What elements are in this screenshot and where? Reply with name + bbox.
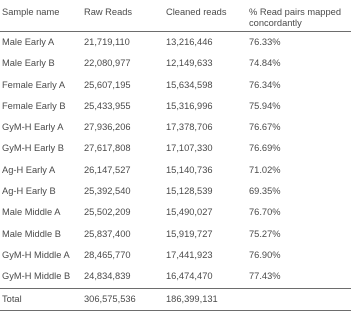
sample-name-cell: GyM-H Middle B: [2, 271, 71, 282]
raw-reads-cell: 21,719,110: [84, 37, 130, 47]
total-cleaned-reads: 186,399,131: [164, 288, 247, 310]
cleaned-reads-cell: 15,128,539: [166, 186, 213, 197]
raw-reads-cell: 25,837,400: [84, 228, 131, 239]
table-row: [0, 96, 351, 117]
percent-mapped-cell: 76.69%: [249, 143, 281, 154]
raw-reads-cell: 22,080,977: [84, 58, 131, 69]
table-row: [0, 117, 351, 138]
percent-mapped-cell: 76.70%: [249, 207, 281, 218]
cleaned-reads-cell: 13,216,446: [166, 37, 213, 47]
table-row: [0, 160, 351, 181]
sample-name-cell: Ag-H Early B: [2, 186, 56, 197]
percent-mapped-cell: 74.84%: [249, 58, 281, 69]
raw-reads-cell: 26,147,527: [84, 164, 131, 175]
percent-mapped-cell: 69.35%: [249, 186, 281, 197]
cleaned-reads-cell: 17,441,923: [166, 249, 213, 260]
header-cleaned-reads: Cleaned reads: [164, 0, 247, 32]
sample-name-cell: Male Middle A: [2, 207, 61, 218]
cleaned-reads-cell: 15,634,598: [166, 79, 213, 90]
raw-reads-cell: 24,834,839: [84, 271, 131, 282]
sample-name-cell: Female Early B: [2, 100, 66, 111]
total-percent-mapped: [247, 288, 351, 310]
table-row: [0, 202, 351, 223]
sample-name-cell: Male Middle B: [2, 228, 61, 239]
raw-reads-cell: 28,465,770: [84, 249, 131, 260]
total-row: [0, 288, 351, 310]
sample-name-cell: GyM-H Early A: [2, 122, 64, 133]
cleaned-reads-cell: 15,919,727: [166, 228, 213, 239]
percent-mapped-cell: 75.27%: [249, 228, 281, 239]
sample-name-cell: Male Early B: [2, 58, 55, 69]
raw-reads-cell: 27,617,808: [84, 143, 131, 154]
raw-reads-cell: 25,502,209: [84, 207, 131, 218]
cleaned-reads-cell: 17,107,330: [166, 143, 213, 154]
sample-name-cell: GyM-H Middle A: [2, 249, 70, 260]
header-row: [0, 0, 351, 32]
cleaned-reads-cell: 17,378,706: [166, 122, 213, 133]
raw-reads-cell: 25,607,195: [84, 79, 131, 90]
table-row: [0, 138, 351, 159]
percent-mapped-cell: 71.02%: [249, 164, 281, 175]
total-label: Total: [0, 288, 82, 310]
percent-mapped-cell: 76.67%: [249, 122, 281, 133]
table-row: [0, 224, 351, 245]
header-sample-name: Sample name: [0, 0, 82, 32]
percent-mapped-cell: 75.94%: [249, 100, 281, 111]
cleaned-reads-cell: 15,316,996: [166, 100, 213, 111]
raw-reads-cell: 27,936,206: [84, 122, 131, 133]
percent-mapped-cell: 77.43%: [249, 271, 281, 282]
cleaned-reads-cell: 15,490,027: [166, 207, 213, 218]
raw-reads-cell: 25,392,540: [84, 186, 131, 197]
sample-name-cell: Ag-H Early A: [2, 164, 56, 175]
cleaned-reads-cell: 12,149,633: [166, 58, 213, 69]
table-row: [0, 245, 351, 266]
table-row: [0, 181, 351, 202]
header-raw-reads: Raw Reads: [82, 0, 164, 32]
sample-name-cell: GyM-H Early B: [2, 143, 64, 154]
table-row: [0, 75, 351, 96]
percent-mapped-cell: 76.90%: [249, 249, 281, 260]
table-row: [0, 266, 351, 288]
cleaned-reads-cell: 15,140,736: [166, 164, 213, 175]
table-row: [0, 32, 351, 54]
total-raw-reads: 306,575,536: [82, 288, 164, 310]
percent-mapped-cell: 76.33%: [249, 37, 281, 47]
cleaned-reads-cell: 16,474,470: [166, 271, 213, 282]
header-percent-mapped: % Read pairs mapped concordantly: [247, 0, 351, 32]
sample-name-cell: Female Early A: [2, 79, 66, 90]
percent-mapped-cell: 76.34%: [249, 79, 281, 90]
raw-reads-cell: 25,433,955: [84, 100, 131, 111]
table-row: [0, 53, 351, 74]
sample-name-cell: Male Early A: [2, 37, 55, 47]
